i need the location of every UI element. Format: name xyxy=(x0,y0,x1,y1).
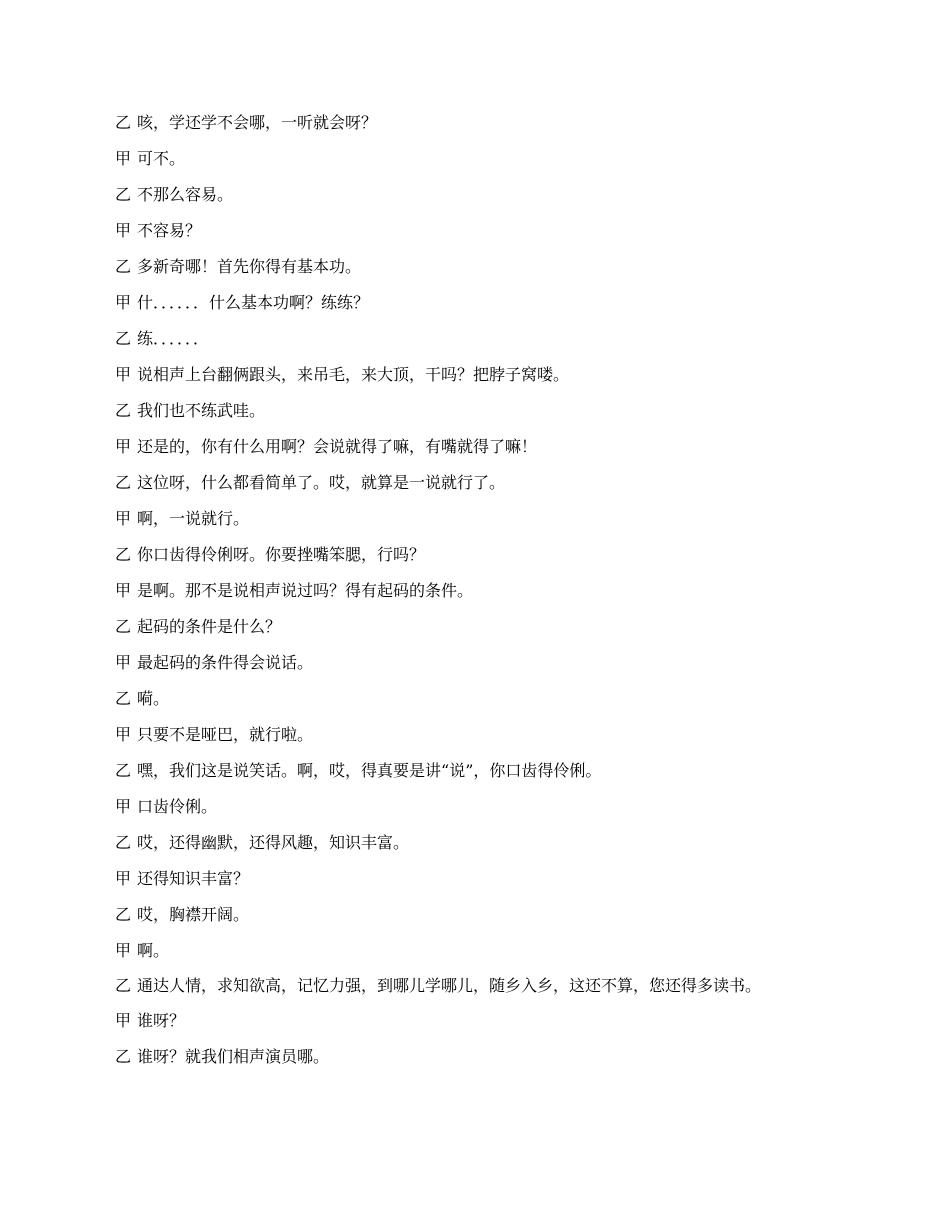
speaker-label: 乙 xyxy=(115,1047,132,1066)
dialogue-line xyxy=(115,401,835,421)
speaker-label: 乙 xyxy=(115,976,132,995)
speaker-label: 甲 xyxy=(115,149,132,168)
speaker-label: 乙 xyxy=(115,905,132,924)
dialogue-line xyxy=(115,1047,835,1067)
line-text: 不那么容易。 xyxy=(137,185,234,204)
dialogue-line xyxy=(115,653,835,673)
speaker-label: 乙 xyxy=(115,689,132,708)
dialogue-line xyxy=(115,761,835,781)
speaker-label: 甲 xyxy=(115,221,132,240)
dialogue-line xyxy=(115,1011,835,1031)
speaker-label: 乙 xyxy=(115,185,132,204)
line-text: 多新奇哪！首先你得有基本功。 xyxy=(137,257,362,276)
line-text: 啊。 xyxy=(137,941,170,960)
speaker-label: 乙 xyxy=(115,401,132,420)
dialogue-line xyxy=(115,365,835,385)
dialogue-line xyxy=(115,869,835,889)
line-text: 口齿伶俐。 xyxy=(137,797,218,816)
speaker-label: 乙 xyxy=(115,113,132,132)
dialogue-line xyxy=(115,689,835,709)
speaker-label: 甲 xyxy=(115,365,132,384)
speaker-label: 甲 xyxy=(115,509,132,528)
speaker-label: 甲 xyxy=(115,1011,132,1030)
line-text: 是啊。那不是说相声说过吗？得有起码的条件。 xyxy=(137,581,474,600)
line-text: 什．．．．．．什么基本功啊？练练？ xyxy=(137,293,370,312)
dialogue-line xyxy=(115,545,835,565)
speaker-label: 甲 xyxy=(115,941,132,960)
line-text: 谁呀？就我们相声演员哪。 xyxy=(137,1047,330,1066)
speaker-label: 乙 xyxy=(115,545,132,564)
line-text: 可不。 xyxy=(137,149,186,168)
dialogue-line xyxy=(115,329,835,349)
dialogue-line xyxy=(115,221,835,241)
dialogue-line xyxy=(115,797,835,817)
dialogue-line xyxy=(115,185,835,205)
speaker-label: 甲 xyxy=(115,725,132,744)
line-text: 嗬。 xyxy=(137,689,170,708)
speaker-label: 乙 xyxy=(115,257,132,276)
line-text: 练．．．．．． xyxy=(137,329,210,348)
line-text: 谁呀？ xyxy=(137,1011,186,1030)
speaker-label: 乙 xyxy=(115,473,132,492)
dialogue-line xyxy=(115,905,835,925)
dialogue-line xyxy=(115,149,835,169)
line-text: 嘿，我们这是说笑话。啊，哎，得真要是讲“说”，你口齿得伶俐。 xyxy=(137,761,602,780)
line-text: 只要不是哑巴，就行啦。 xyxy=(137,725,314,744)
dialogue-line xyxy=(115,941,835,961)
line-text: 我们也不练武哇。 xyxy=(137,401,266,420)
line-text: 哎，还得幽默，还得风趣，知识丰富。 xyxy=(137,833,410,852)
line-text: 咳，学还学不会哪，一听就会呀？ xyxy=(137,113,378,132)
dialogue-text xyxy=(115,113,835,1083)
dialogue-line xyxy=(115,509,835,529)
line-text: 哎，胸襟开阔。 xyxy=(137,905,250,924)
speaker-label: 甲 xyxy=(115,437,132,456)
dialogue-line xyxy=(115,833,835,853)
speaker-label: 甲 xyxy=(115,797,132,816)
line-text: 啊，一说就行。 xyxy=(137,509,250,528)
line-text: 说相声上台翻俩跟头，来吊毛，来大顶，干吗？把脖子窝喽。 xyxy=(137,365,570,384)
line-text: 最起码的条件得会说话。 xyxy=(137,653,314,672)
dialogue-line xyxy=(115,113,835,133)
dialogue-line xyxy=(115,293,835,313)
line-text: 你口齿得伶俐呀。你要挫嘴笨腮，行吗？ xyxy=(137,545,426,564)
speaker-label: 甲 xyxy=(115,653,132,672)
speaker-label: 甲 xyxy=(115,581,132,600)
speaker-label: 甲 xyxy=(115,293,132,312)
speaker-label: 甲 xyxy=(115,869,132,888)
line-text: 还得知识丰富？ xyxy=(137,869,250,888)
dialogue-line xyxy=(115,473,835,493)
line-text: 起码的条件是什么？ xyxy=(137,617,282,636)
speaker-label: 乙 xyxy=(115,617,132,636)
speaker-label: 乙 xyxy=(115,329,132,348)
speaker-label: 乙 xyxy=(115,833,132,852)
line-text: 这位呀，什么都看简单了。哎，就算是一说就行了。 xyxy=(137,473,506,492)
dialogue-line xyxy=(115,581,835,601)
line-text: 还是的，你有什么用啊？会说就得了嘛，有嘴就得了嘛！ xyxy=(137,437,538,456)
line-text: 通达人情，求知欲高，记忆力强，到哪儿学哪儿，随乡入乡，这还不算，您还得多读书。 xyxy=(137,976,762,995)
dialogue-line xyxy=(115,977,835,994)
dialogue-line xyxy=(115,617,835,637)
speaker-label: 乙 xyxy=(115,761,132,780)
dialogue-line xyxy=(115,725,835,745)
dialogue-line xyxy=(115,257,835,277)
line-text: 不容易？ xyxy=(137,221,202,240)
dialogue-line xyxy=(115,437,835,457)
